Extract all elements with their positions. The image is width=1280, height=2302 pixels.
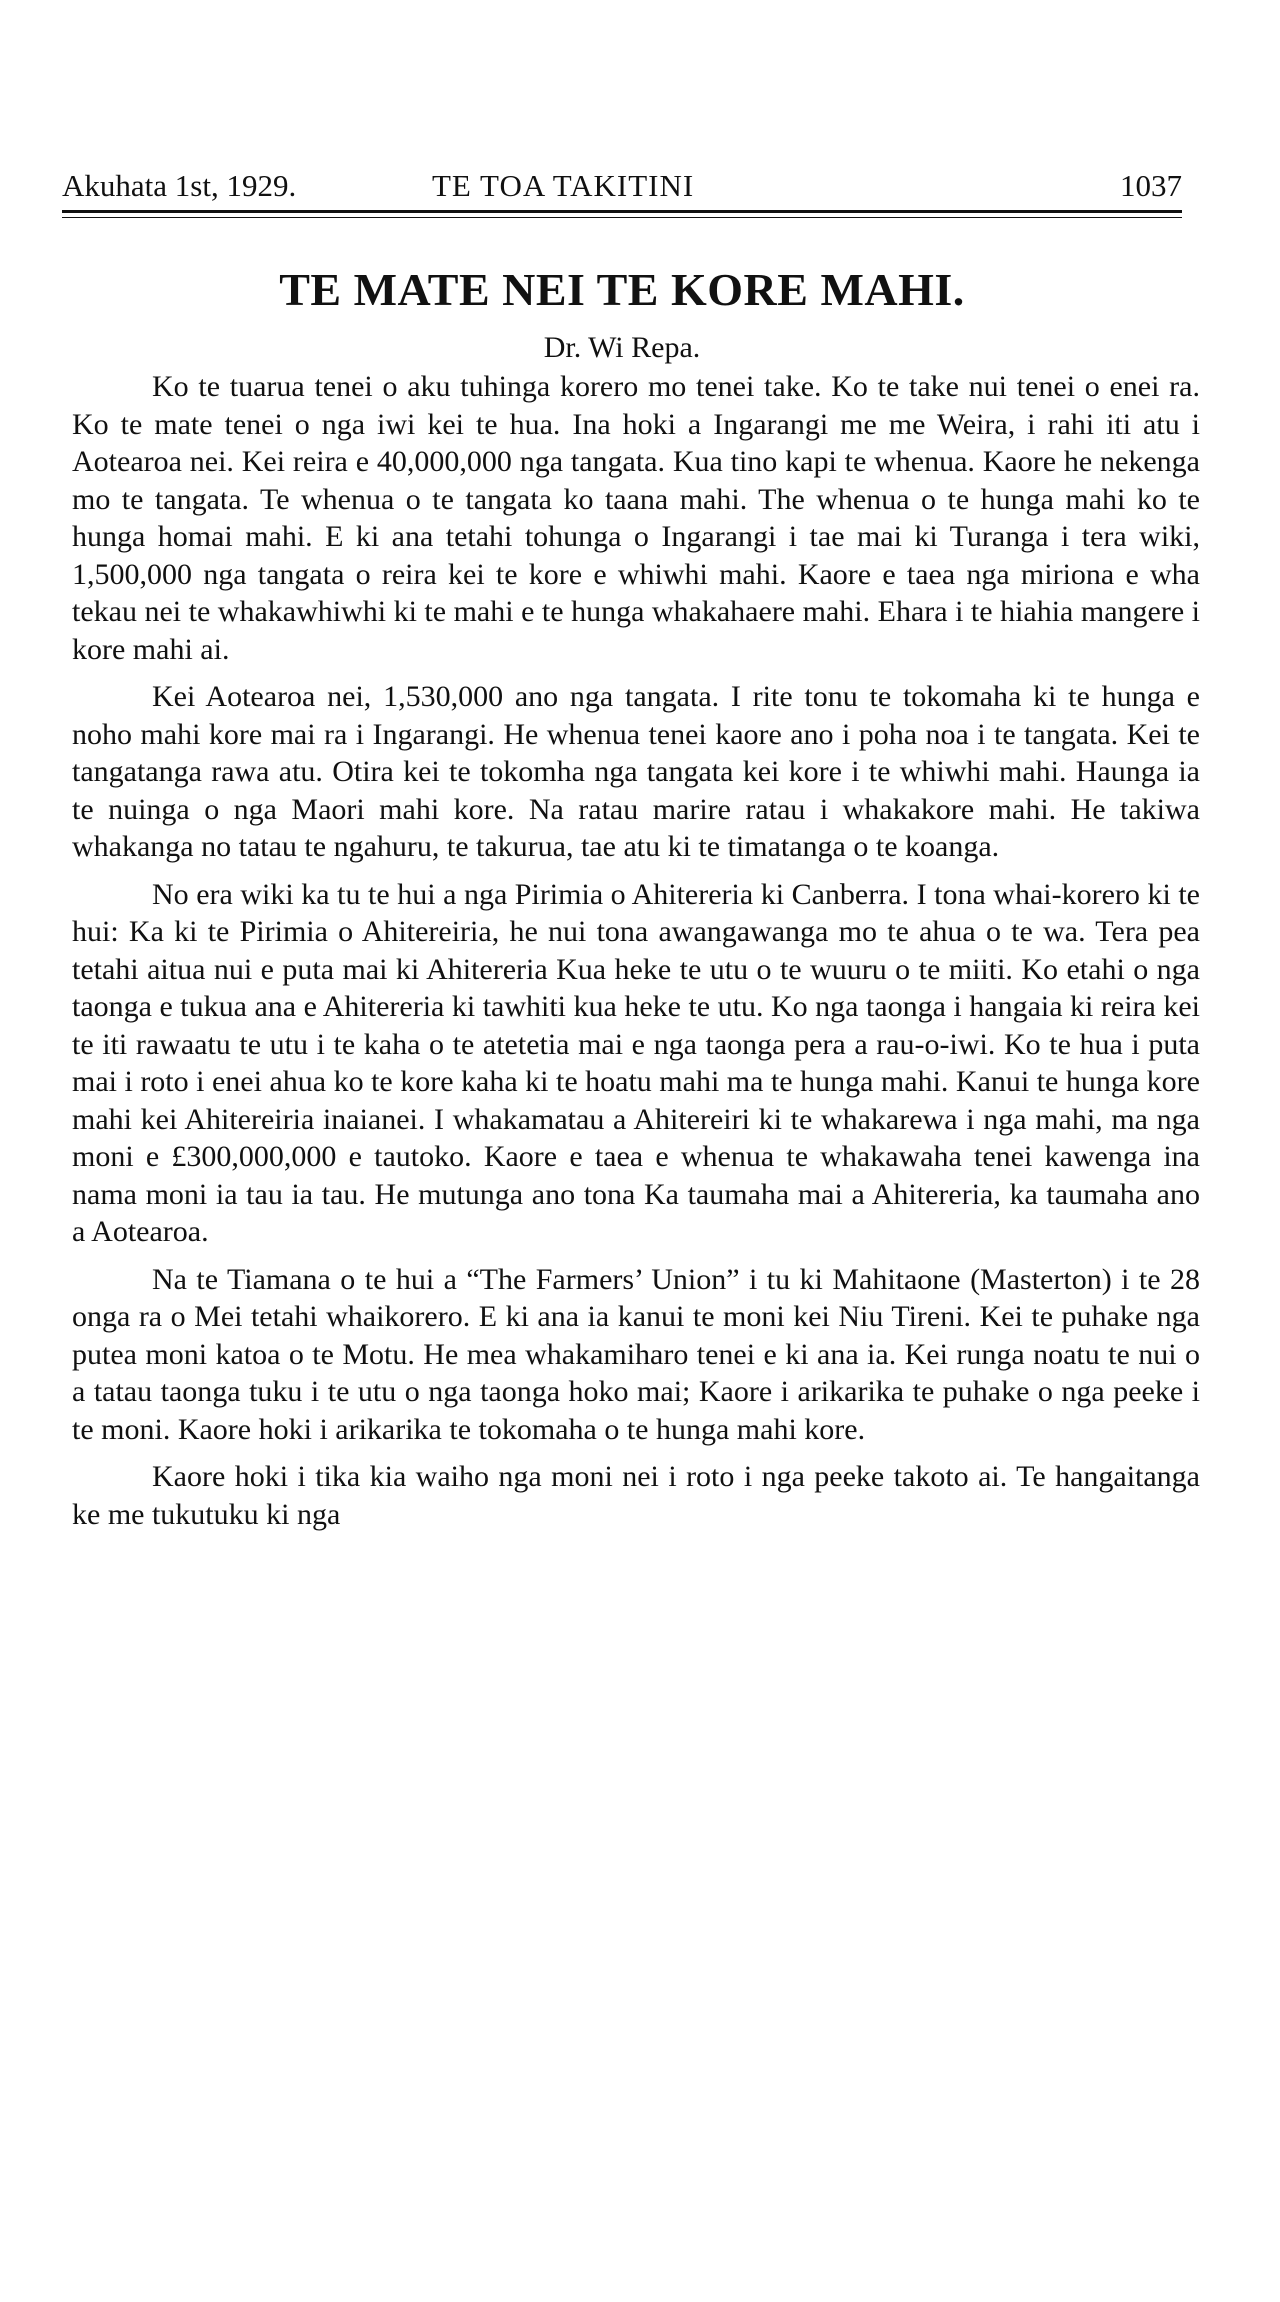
paragraph-4: Na te Tiamana o te hui a “The Farmers’ Union” i tu ki Mahitaone (Masterton) i te 28 onga ra o Mei tetahi whaikorero. E ki ana ia kanui te moni kei Niu Tireni. Kei te puhake nga putea moni katoa o te Motu. He mea whakamiharo tenei e ki ana ia. Kei runga noatu te nui o a tatau taonga tuku i te utu o nga taonga hoko mai; Kaore i arikarika te puhake o nga peeke i te moni. Kaore hoki i arikarika te tokomaha o te hunga mahi kore. — [72, 1262, 1200, 1446]
article-author: Dr. Wi Repa. — [543, 331, 701, 364]
paragraph-1: Ko te tuarua tenei o aku tuhinga korero mo tenei take. Ko te take nui tenei o enei ra. Ko te mate tenei o nga iwi kei te hua. Ina hoki a Ingarangi me me Weira, i rahi iti atu i Aotearoa nei. Kei reira e 40,000,000 nga tangata. Kua tino kapi te whenua. Kaore he nekenga mo te tangata. Te whenua o te tangata ko taana mahi. The whenua o te hunga mahi ko te hunga homai mahi. E ki ana tetahi tohunga o Ingarangi i tae mai ki Turanga i tera wiki, 1,500,000 nga tangata o reira kei te kore e whiwhi mahi. Kaore e taea nga miriona e wha tekau nei te whakawhiwhi ki te mahi e te hunga whakahaere mahi. Ehara i te hiahia mangere i kore mahi ai. — [72, 370, 1200, 666]
page-number: 1037 — [1120, 168, 1182, 203]
header-rule-thin — [62, 217, 1182, 218]
running-header — [62, 165, 1182, 207]
paragraph-3: No era wiki ka tu te hui a nga Pirimia o Ahitereria ki Canberra. I tona whai-korero ki te hui: Ka ki te Pirimia o Ahitereiria, he nui tona awangawanga mo te ahua o te wa. Tera pea tetahi aitua nui e puta mai ki Ahitereria Kua heke te utu o te wuuru o te miiti. Ko etahi o nga taonga e tukua ana e Ahitereria ki tawhiti kua heke te utu. Ko nga taonga i hangaia ki reira kei te iti rawaatu te utu i te kaha o te atetetia mai e nga taonga pera a rau-o-iwi. Ko te hua i puta mai i roto i enei ahua ko te kore kaha ki te hoatu mahi ma te hunga mahi. Kanui te hunga kore mahi kei Ahitereiria inaianei. I whakamatau a Ahitereiri ki te whakarewa i nga mahi, ma nga moni e £300,000,000 e tautoko. Kaore e taea e whenua te whakawaha tenei kawenga ina nama moni ia tau ia tau. He mutunga ano tona Ka taumaha mai a Ahitereria, ka taumaha ano a Aotearoa. — [72, 877, 1200, 1248]
issue-date: Akuhata 1st, 1929. — [62, 168, 297, 203]
paragraph-5: Kaore hoki i tika kia waiho nga moni nei i roto i nga peeke takoto ai. Te hangaitanga ke me tukutuku ki nga — [72, 1460, 1200, 1531]
header-rule-thick — [62, 210, 1182, 213]
article-title: TE MATE NEI TE KORE MAHI. — [279, 264, 965, 315]
paragraph-2: Kei Aotearoa nei, 1,530,000 ano nga tangata. I rite tonu te tokomaha ki te hunga e noho mahi kore mai ra i Ingarangi. He whenua tenei kaore ano i poha noa i te tangata. Kei te tangatanga rawa atu. Otira kei te tokomha nga tangata kei kore i te whiwhi mahi. Haunga ia te nuinga o nga Maori mahi kore. Na ratau marire ratau i whakakore mahi. He takiwa whakanga no tatau te ngahuru, te takurua, tae atu ki te timatanga o te koanga. — [72, 680, 1200, 863]
journal-title: TE TOA TAKITINI — [432, 168, 695, 203]
article-body — [72, 368, 1200, 1533]
